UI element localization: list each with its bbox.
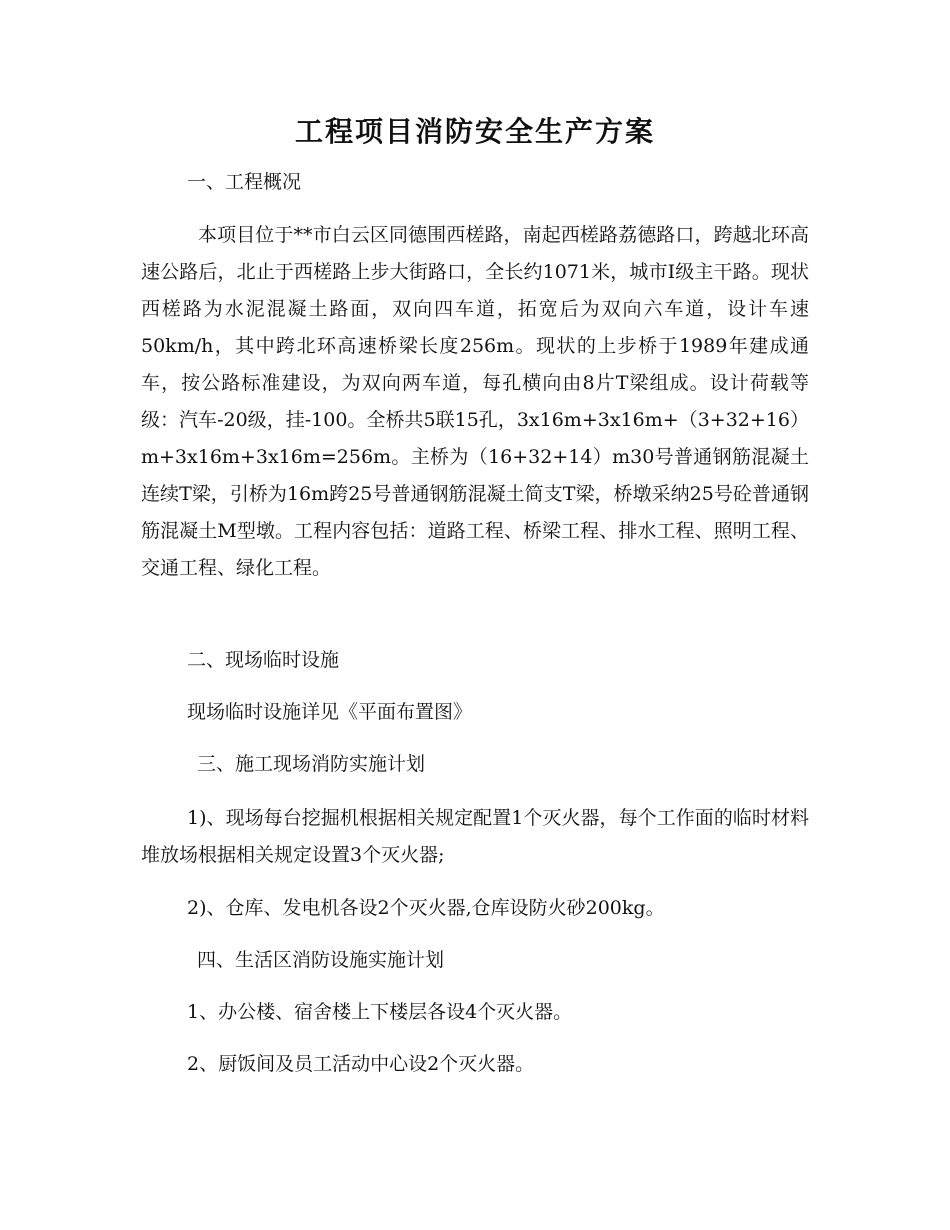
temporary-facilities-text: 现场临时设施详见《平面布置图》 (187, 701, 473, 723)
living-area-item-1: 1、办公楼、宿舍楼上下楼层各设4个灭火器。 (187, 1001, 573, 1023)
site-fire-plan-item-1: 1)、现场每台挖掘机根据相关规定配置1个灭火器，每个工作面的临时材料堆放场根据相关规定设置3个灭火器; (141, 807, 809, 866)
section-heading-overview: 一、工程概况 (187, 171, 302, 193)
site-fire-plan-item-2: 2)、仓库、发电机各设2个灭火器,仓库设防火砂200kg。 (187, 897, 665, 919)
document-title: 工程项目消防安全生产方案 (294, 115, 655, 148)
living-area-item-2: 2、厨饭间及员工活动中心设2个灭火器。 (187, 1053, 535, 1075)
section-heading-living-area-fire-plan: 四、生活区消防设施实施计划 (197, 949, 445, 971)
section-heading-temporary-facilities: 二、现场临时设施 (187, 649, 340, 671)
overview-paragraph: 本项目位于**市白云区同德围西槎路，南起西槎路荔德路口，跨越北环高速公路后，北止于西槎路上步大街路口，全长约1071米，城市Ⅰ级主干路。现状西槎路为水泥混凝土路面，双向四车道，拓宽后为双向六车道，设计车速50km/h，其中跨北环高速桥梁长度256m。现状的上步桥于1989年建成通车，按公路标准建设，为双向两车道，每孔横向由8片T梁组成。设计荷载等级：汽车-20级，挂-100。全桥共5联15孔，3x16m+3x16m+（3+32+16）m+3x16m+3x16m=256m。主桥为（16+32+14）m30号普通钢筋混凝土连续T梁，引桥为16m跨25号普通钢筋混凝土简支T梁，桥墩采纳25号砼普通钢筋混凝土M型墩。工程内容包括：道路工程、桥梁工程、排水工程、照明工程、交通工程、绿化工程。 (141, 224, 809, 579)
section-heading-site-fire-plan: 三、施工现场消防实施计划 (197, 753, 426, 775)
